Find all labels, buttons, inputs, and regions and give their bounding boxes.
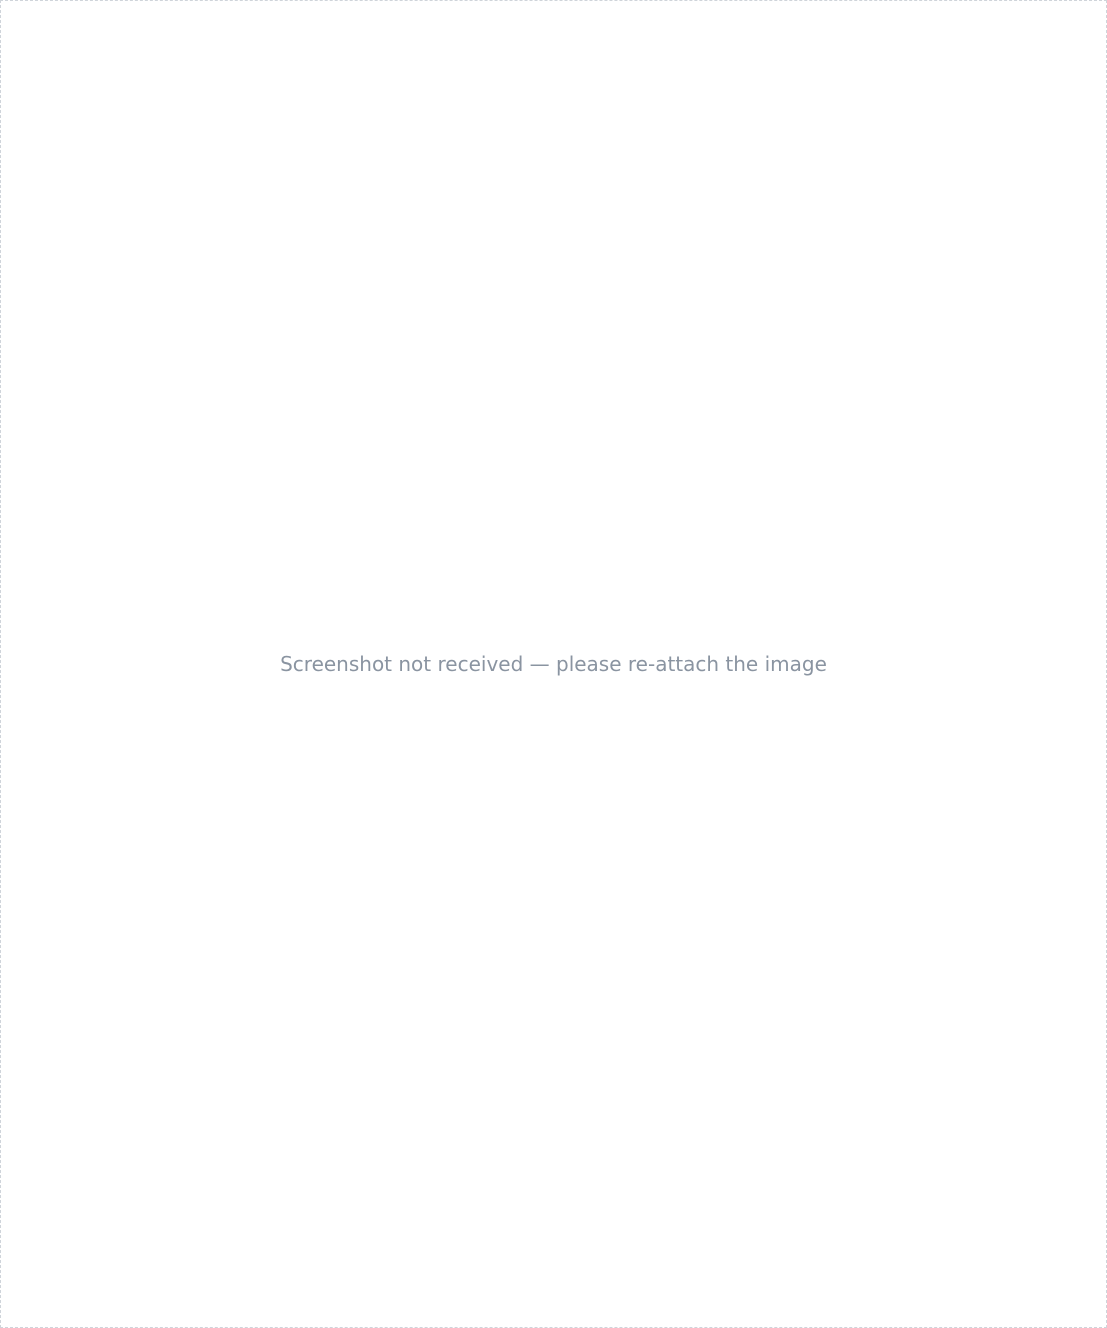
missing-image-notice: Screenshot not received — please re-attach the image (280, 652, 827, 676)
